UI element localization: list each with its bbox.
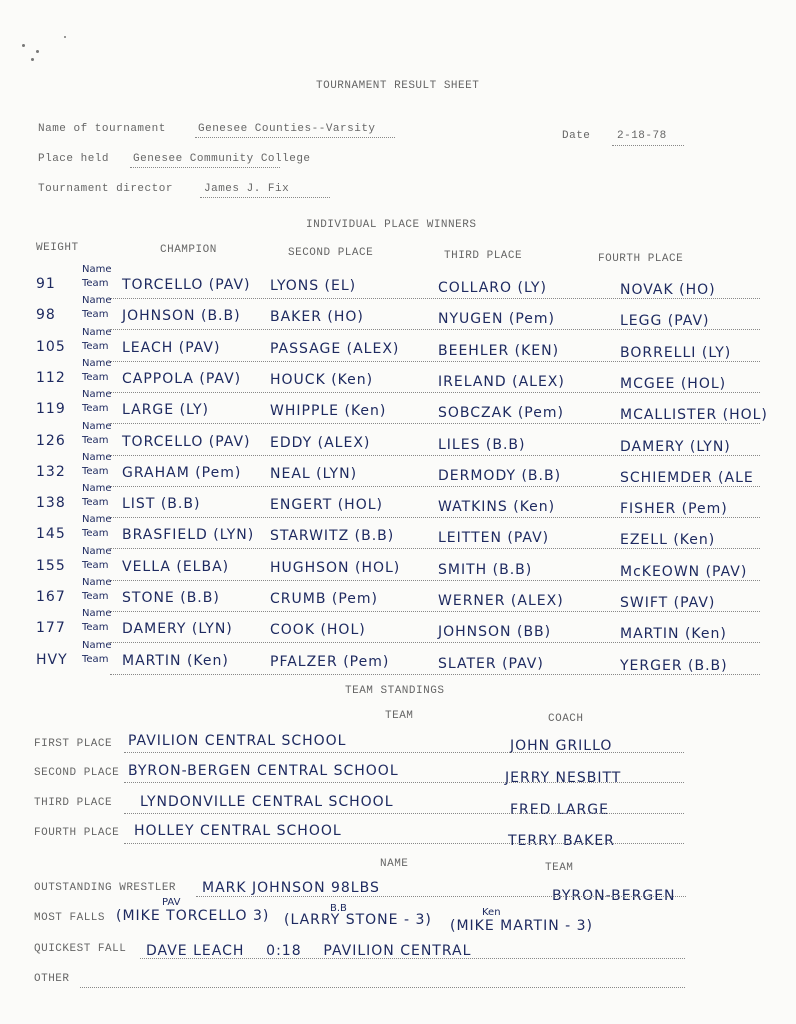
third-place: COLLARO (LY)	[438, 280, 547, 296]
col-champion: CHAMPION	[160, 244, 217, 256]
falls-team-1: PAV	[162, 897, 181, 908]
team-label: Team	[82, 434, 109, 446]
fourth-place: BORRELLI (LY)	[620, 344, 732, 361]
fourth-place: EZELL (Ken)	[620, 532, 716, 549]
name-label: Name	[82, 639, 112, 651]
fourth-place: MCALLISTER (HOL)	[620, 407, 768, 424]
name-label: Name	[82, 545, 112, 557]
second-place: CRUMB (Pem)	[270, 591, 379, 607]
weight-value: 112	[36, 369, 66, 386]
fourth-place: FISHER (Pem)	[620, 501, 728, 518]
name-label: Name	[82, 264, 112, 275]
awards-team-header: TEAM	[545, 862, 574, 874]
weight-value: 126	[36, 432, 66, 449]
champion: LIST (B.B)	[122, 496, 201, 513]
third-place-coach: FRED LARGE	[510, 802, 609, 818]
team-label: Team	[82, 309, 109, 321]
fourth-place: NOVAK (HO)	[620, 282, 716, 298]
tournament-name-label: Name of tournament	[38, 123, 166, 135]
champion: VELLA (ELBA)	[122, 558, 230, 575]
fourth-place: YERGER (B.B)	[620, 657, 728, 674]
team-label: Team	[82, 653, 109, 665]
first-place-coach: JOHN GRILLO	[510, 738, 613, 754]
fourth-place: DAMERY (LYN)	[620, 438, 731, 455]
weight-value: 155	[36, 557, 66, 574]
second-place: HOUCK (Ken)	[270, 371, 374, 388]
name-label: Name	[82, 577, 112, 588]
team-col-header: TEAM	[385, 710, 414, 722]
second-place: COOK (HOL)	[270, 622, 366, 639]
weight-value: 177	[36, 620, 66, 637]
col-weight: WEIGHT	[36, 242, 79, 254]
team-label: Team	[82, 371, 109, 383]
fourth-place: LEGG (PAV)	[620, 313, 710, 330]
champion: JOHNSON (B.B)	[122, 308, 241, 325]
champion: LEACH (PAV)	[122, 339, 221, 356]
name-label: Name	[82, 514, 112, 526]
second-place: PFALZER (Pem)	[270, 653, 390, 670]
falls-team-3: Ken	[482, 907, 501, 918]
team-label: Team	[82, 403, 109, 415]
champion: STONE (B.B)	[122, 590, 220, 606]
col-third: THIRD PLACE	[444, 250, 523, 262]
champion: BRASFIELD (LYN)	[122, 527, 255, 544]
third-place: DERMODY (B.B)	[438, 467, 562, 484]
tournament-name-value: Genesee Counties--Varsity	[198, 123, 376, 135]
outstanding-wrestler-label: OUTSTANDING WRESTLER	[34, 882, 177, 894]
second-place-label: SECOND PLACE	[34, 767, 120, 779]
date-value: 2-18-78	[617, 130, 667, 142]
col-fourth: FOURTH PLACE	[598, 253, 684, 265]
weight-value: 98	[36, 307, 56, 324]
team-label: Team	[82, 465, 109, 477]
third-place: LEITTEN (PAV)	[438, 530, 550, 547]
falls-entry-3: (MIKE MARTIN - 3)	[450, 918, 593, 934]
third-place: LILES (B.B)	[438, 436, 526, 453]
quickest-fall-value: DAVE LEACH 0:18 PAVILION CENTRAL	[146, 943, 472, 959]
second-place: NEAL (LYN)	[270, 465, 358, 482]
third-place: WERNER (ALEX)	[438, 593, 564, 609]
weight-value: 132	[36, 463, 66, 480]
first-place-label: FIRST PLACE	[34, 738, 113, 750]
team-label: Team	[82, 278, 109, 289]
champion: TORCELLO (PAV)	[122, 433, 251, 450]
weight-value: 119	[36, 401, 66, 418]
fourth-place: MARTIN (Ken)	[620, 626, 727, 643]
most-falls-label: MOST FALLS	[34, 912, 106, 924]
second-place-team: BYRON-BERGEN CENTRAL SCHOOL	[128, 763, 399, 779]
champion: CAPPOLA (PAV)	[122, 370, 242, 387]
weight-value: 167	[36, 589, 66, 605]
date-label: Date	[562, 130, 591, 142]
col-second: SECOND PLACE	[288, 247, 374, 259]
team-label: Team	[82, 528, 109, 540]
weight-value: 91	[36, 276, 56, 292]
team-label: Team	[82, 591, 109, 602]
coach-col-header: COACH	[548, 713, 584, 725]
third-place: WATKINS (Ken)	[438, 499, 556, 516]
fourth-place-team: HOLLEY CENTRAL SCHOOL	[134, 823, 342, 839]
third-place: SOBCZAK (Pem)	[438, 405, 564, 422]
fourth-place: SCHIEMDER (ALE	[620, 469, 754, 486]
second-place: PASSAGE (ALEX)	[270, 340, 400, 357]
champion: GRAHAM (Pem)	[122, 464, 242, 481]
weight-value: HVY	[36, 651, 68, 668]
weight-value: 105	[36, 338, 66, 355]
champion: LARGE (LY)	[122, 402, 209, 419]
sheet-title: TOURNAMENT RESULT SHEET	[316, 80, 480, 92]
champion: MARTIN (Ken)	[122, 652, 229, 669]
third-place: SMITH (B.B)	[438, 561, 533, 578]
third-place-label: THIRD PLACE	[34, 797, 113, 809]
name-label: Name	[82, 389, 112, 401]
second-place: LYONS (EL)	[270, 278, 357, 294]
second-place: STARWITZ (B.B)	[270, 528, 395, 545]
third-place: IRELAND (ALEX)	[438, 373, 565, 390]
champion: DAMERY (LYN)	[122, 621, 233, 638]
outstanding-wrestler-name: MARK JOHNSON 98LBS	[202, 880, 380, 896]
awards-name-header: NAME	[380, 858, 409, 870]
second-place: HUGHSON (HOL)	[270, 559, 401, 576]
director-value: James J. Fix	[204, 183, 290, 195]
weight-value: 138	[36, 495, 66, 512]
name-label: Name	[82, 483, 112, 495]
third-place: NYUGEN (Pem)	[438, 311, 556, 328]
falls-team-2: B.B	[330, 903, 347, 914]
fourth-place: McKEOWN (PAV)	[620, 563, 748, 580]
third-place: SLATER (PAV)	[438, 655, 544, 672]
name-label: Name	[82, 451, 112, 463]
name-label: Name	[82, 295, 112, 307]
place-held-value: Genesee Community College	[133, 153, 311, 165]
weight-value: 145	[36, 526, 66, 543]
team-label: Team	[82, 559, 109, 571]
second-place: EDDY (ALEX)	[270, 434, 371, 451]
other-label: OTHER	[34, 973, 70, 985]
second-place-coach: JERRY NESBITT	[505, 770, 622, 786]
fourth-place: SWIFT (PAV)	[620, 595, 716, 611]
outstanding-wrestler-team: BYRON-BERGEN	[552, 888, 676, 904]
third-place: JOHNSON (BB)	[438, 624, 552, 641]
fourth-place: MCGEE (HOL)	[620, 375, 727, 392]
first-place-team: PAVILION CENTRAL SCHOOL	[128, 733, 347, 749]
fourth-place-label: FOURTH PLACE	[34, 827, 120, 839]
falls-entry-1: (MIKE TORCELLO 3)	[116, 908, 270, 924]
director-label: Tournament director	[38, 183, 173, 195]
name-label: Name	[82, 357, 112, 369]
individual-heading: INDIVIDUAL PLACE WINNERS	[306, 219, 477, 231]
team-label: Team	[82, 497, 109, 509]
name-label: Name	[82, 420, 112, 432]
falls-entry-2: (LARRY STONE - 3)	[284, 912, 432, 928]
second-place: WHIPPLE (Ken)	[270, 403, 387, 420]
second-place: ENGERT (HOL)	[270, 497, 383, 514]
team-standings-heading: TEAM STANDINGS	[345, 685, 445, 697]
quickest-fall-label: QUICKEST FALL	[34, 943, 127, 955]
place-held-label: Place held	[38, 153, 110, 165]
name-label: Name	[82, 326, 112, 338]
third-place-team: LYNDONVILLE CENTRAL SCHOOL	[140, 794, 394, 810]
third-place: BEEHLER (KEN)	[438, 342, 560, 359]
champion: TORCELLO (PAV)	[122, 277, 251, 293]
name-label: Name	[82, 608, 112, 620]
team-label: Team	[82, 622, 109, 634]
team-label: Team	[82, 340, 109, 352]
second-place: BAKER (HO)	[270, 309, 364, 326]
fourth-place-coach: TERRY BAKER	[508, 833, 615, 849]
